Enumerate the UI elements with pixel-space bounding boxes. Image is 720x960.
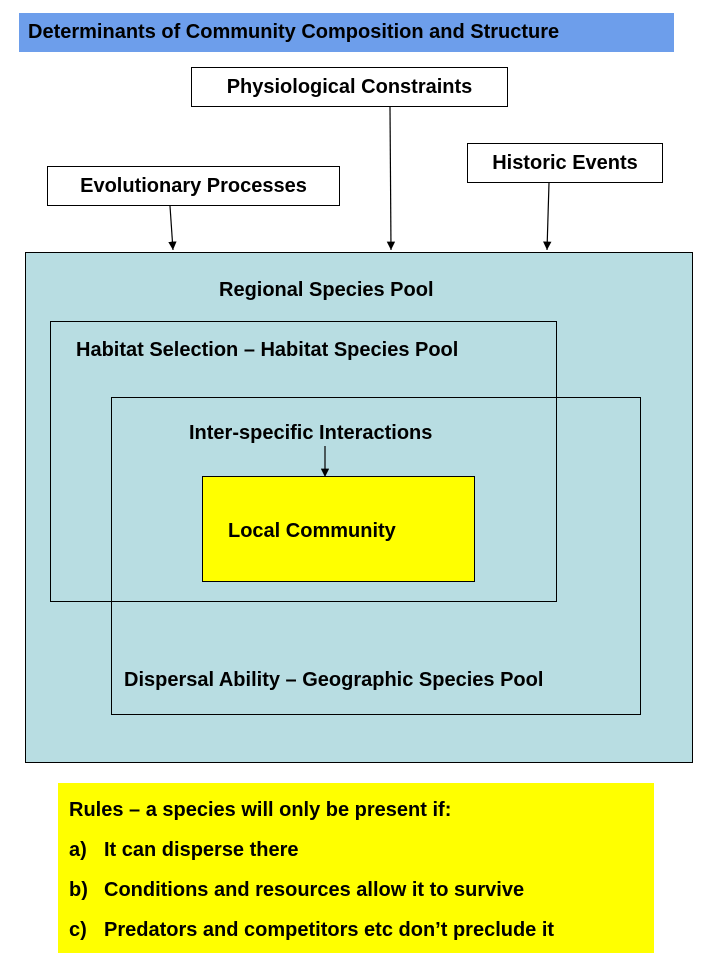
rule-marker: a) [69,839,87,861]
evolutionary-processes-box [47,166,340,206]
rule-text: It can disperse there [104,839,299,861]
diagram-title [19,13,674,52]
rule-item-a [69,837,654,877]
rule-marker: b) [69,879,88,901]
regional-species-pool-label: Regional Species Pool [219,279,434,301]
geographic-species-pool-label: Dispersal Ability – Geographic Species Pool [124,669,544,691]
rule-text: Conditions and resources allow it to survive [104,879,525,901]
rules-box [58,783,654,953]
rule-item-c [69,917,654,957]
arrow-physiological [390,107,391,250]
arrow-evolutionary [170,206,173,250]
rule-item-b [69,877,654,917]
evolutionary-processes-label: Evolutionary Processes [80,174,307,197]
inter-specific-interactions-label: Inter-specific Interactions [189,422,433,444]
physiological-constraints-label: Physiological Constraints [226,75,473,98]
rules-heading: Rules – a species will only be present if: [69,799,452,821]
historic-events-box [467,143,663,183]
physiological-constraints-box [191,67,508,107]
habitat-species-pool-label: Habitat Selection – Habitat Species Pool [76,339,459,361]
local-community-label: Local Community [228,520,396,542]
rule-text: Predators and competitors etc don’t preclude it [104,919,555,941]
arrow-historic [547,183,549,250]
diagram-title-text: Determinants of Community Composition and Structure [28,21,560,43]
historic-events-label: Historic Events [492,151,638,174]
rule-marker: c) [69,919,87,941]
